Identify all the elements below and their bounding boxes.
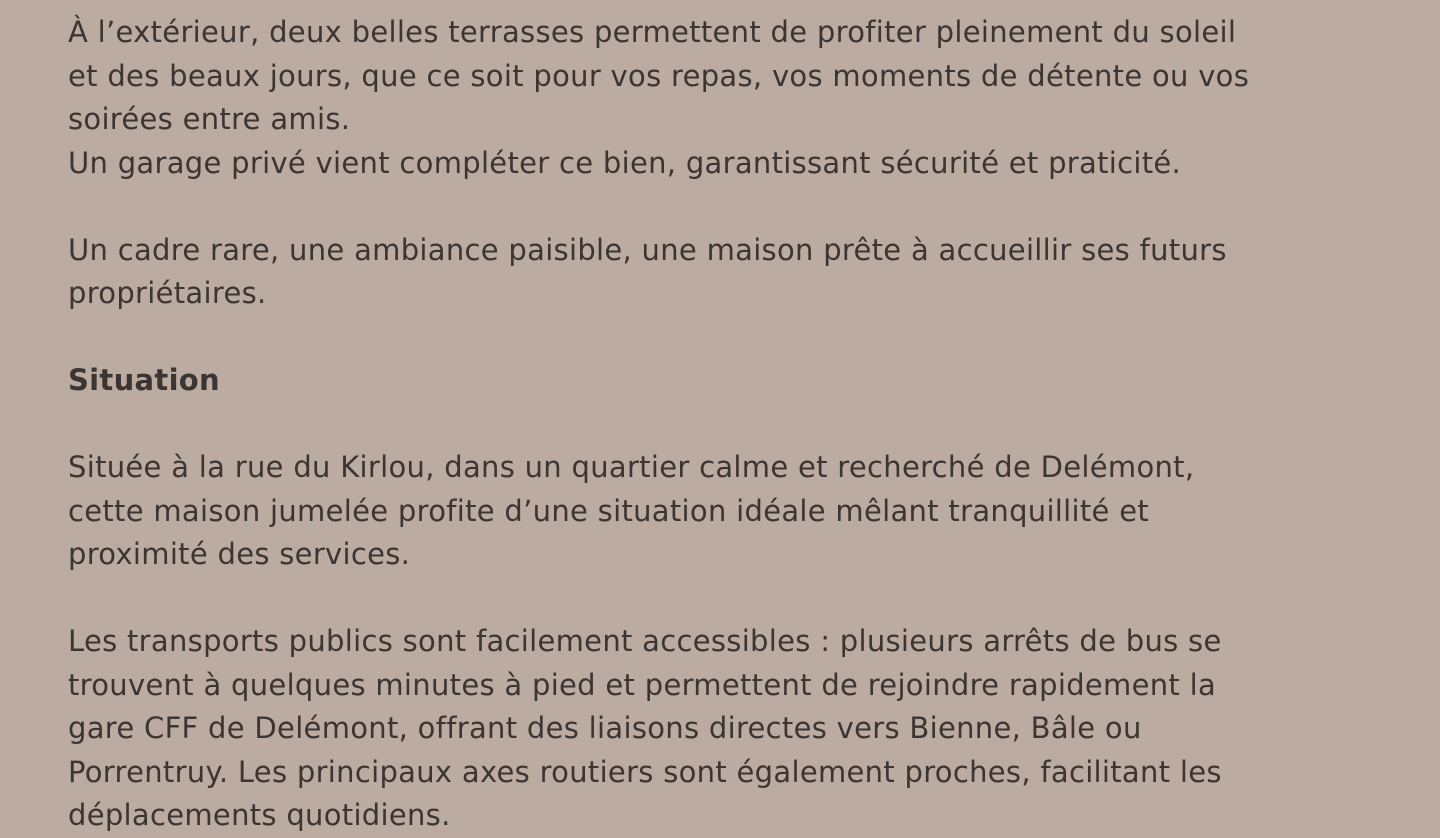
paragraph-exterior: À l’extérieur, deux belles terrasses permettent de profiter pleinement du soleil et des beaux jours, que ce soit pour vos repas, vos moments de détente ou vos soirées entre amis. Un garage privé vient compléter ce bien, garantissant sécurité et praticité. <box>68 15 1250 180</box>
spacer <box>68 577 1358 621</box>
spacer <box>68 316 1358 360</box>
paragraph-transport: Les transports publics sont facilement accessibles : plusieurs arrêts de bus se trouvent à quelques minutes à pied et permettent de rejoindre rapidement la gare CFF de Delémont, offrant des liaisons directes vers Bienne, Bâle ou Porrentruy. Les principaux axes routiers sont également proches, facilitant les déplacements quotidiens. <box>68 624 1222 832</box>
paragraph-ambiance: Un cadre rare, une ambiance paisible, une maison prête à accueillir ses futurs propriétaires. <box>68 232 1227 310</box>
section-heading-situation: Situation <box>68 363 220 397</box>
article-body <box>68 11 1358 838</box>
spacer <box>68 403 1358 447</box>
spacer <box>68 185 1358 229</box>
paragraph-location: Située à la rue du Kirlou, dans un quartier calme et recherché de Delémont, cette maison jumelée profite d’une situation idéale mêlant tranquillité et proximité des services. <box>68 450 1195 571</box>
